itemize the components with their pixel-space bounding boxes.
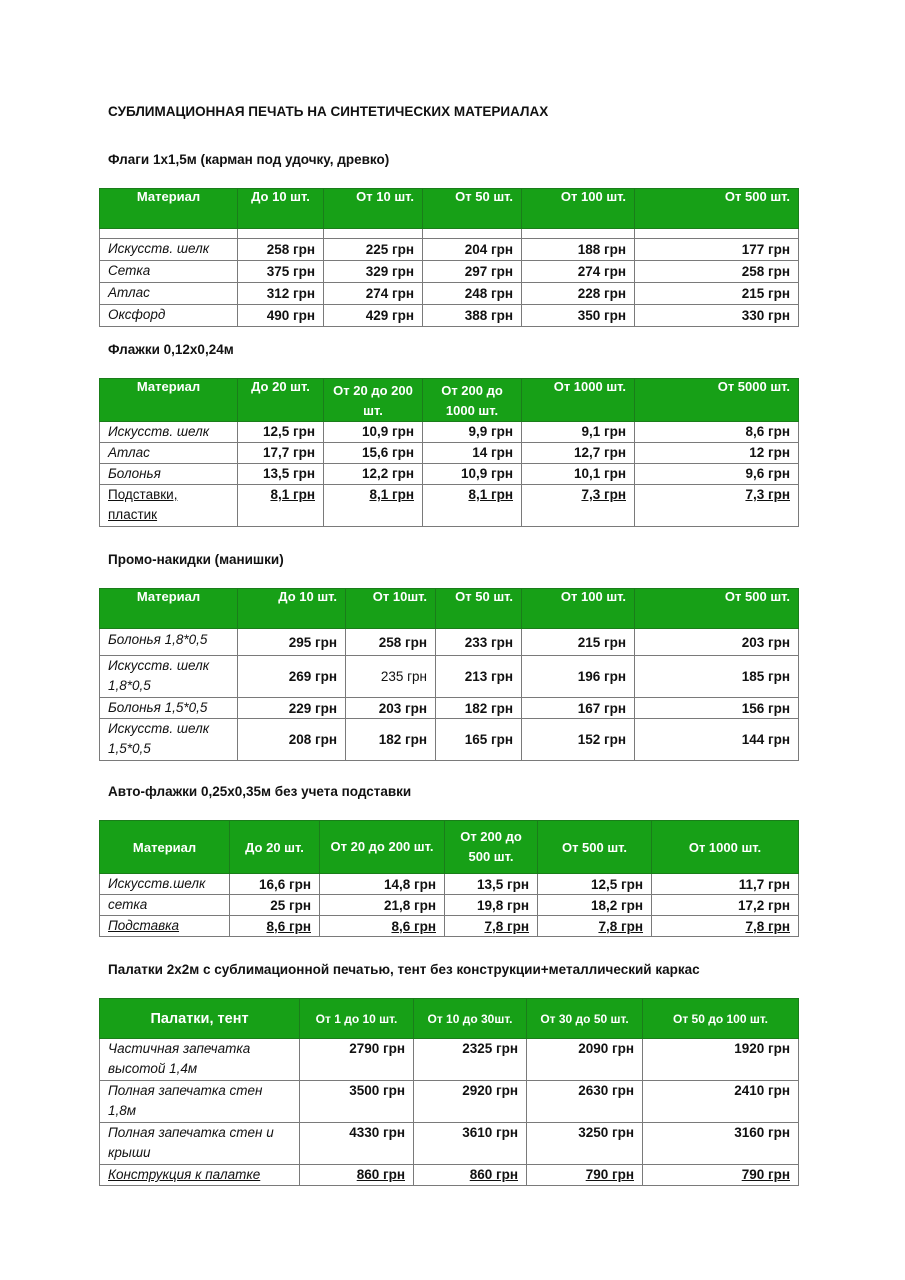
price-cell: 3160 грн <box>643 1123 799 1165</box>
price-cell: 2630 грн <box>527 1081 643 1123</box>
table-row <box>100 1123 799 1165</box>
price-cell: 490 грн <box>238 305 324 327</box>
material-cell: Искусств.шелк <box>100 874 230 895</box>
table-row <box>100 916 799 937</box>
table-row <box>100 698 799 719</box>
price-cell: 8,6 грн <box>635 422 799 443</box>
price-cell: 8,6 грн <box>320 916 445 937</box>
price-cell: 790 грн <box>527 1165 643 1186</box>
price-cell: 13,5 грн <box>238 464 324 485</box>
material-cell: сетка <box>100 895 230 916</box>
price-cell: 10,9 грн <box>423 464 522 485</box>
price-cell: 19,8 грн <box>445 895 538 916</box>
price-cell: 8,1 грн <box>238 485 324 527</box>
price-cell: 7,3 грн <box>635 485 799 527</box>
table-row <box>100 1039 799 1081</box>
price-cell: 2090 грн <box>527 1039 643 1081</box>
price-cell: 429 грн <box>324 305 423 327</box>
header-cell: От 30 до 50 шт. <box>527 999 643 1039</box>
header-cell: От 200 до 500 шт. <box>445 821 538 874</box>
price-cell: 21,8 грн <box>320 895 445 916</box>
header-cell: Материал <box>100 189 238 229</box>
header-cell: От 50 шт. <box>436 589 522 629</box>
header-cell: От 10шт. <box>346 589 436 629</box>
price-cell: 215 грн <box>522 629 635 656</box>
table-row <box>100 305 799 327</box>
header-cell: От 10 шт. <box>324 189 423 229</box>
header-cell: От 200 до 1000 шт. <box>423 379 522 422</box>
price-cell: 8,1 грн <box>324 485 423 527</box>
price-cell: 196 грн <box>522 656 635 698</box>
material-cell: Подставки, пластик <box>100 485 238 527</box>
price-cell: 8,6 грн <box>230 916 320 937</box>
price-cell: 228 грн <box>522 283 635 305</box>
price-cell: 229 грн <box>238 698 346 719</box>
material-cell: Частичная запечатка высотой 1,4м <box>100 1039 300 1081</box>
header-cell: От 5000 шт. <box>635 379 799 422</box>
price-cell: 9,6 грн <box>635 464 799 485</box>
price-cell: 350 грн <box>522 305 635 327</box>
material-cell: Атлас <box>100 443 238 464</box>
price-cell: 248 грн <box>423 283 522 305</box>
price-cell: 14 грн <box>423 443 522 464</box>
table-header-row <box>100 189 799 229</box>
price-cell: 203 грн <box>635 629 799 656</box>
table-header-row <box>100 999 799 1039</box>
price-cell: 295 грн <box>238 629 346 656</box>
price-cell: 330 грн <box>635 305 799 327</box>
price-cell: 208 грн <box>238 719 346 761</box>
price-cell: 17,7 грн <box>238 443 324 464</box>
material-cell: Конструкция к палатке <box>100 1165 300 1186</box>
price-cell: 182 грн <box>346 719 436 761</box>
header-cell: Материал <box>100 589 238 629</box>
flags-price-table <box>99 188 799 327</box>
section-title-tents: Палатки 2х2м с сублимационной печатью, тент без конструкции+металлический каркас <box>108 962 700 977</box>
price-cell: 860 грн <box>300 1165 414 1186</box>
table-row <box>100 422 799 443</box>
price-cell: 2325 грн <box>414 1039 527 1081</box>
table-row <box>100 283 799 305</box>
header-cell: От 100 шт. <box>522 189 635 229</box>
price-cell: 10,1 грн <box>522 464 635 485</box>
header-cell: От 20 до 200 шт. <box>324 379 423 422</box>
table-row <box>100 719 799 761</box>
spacer-row <box>100 229 799 239</box>
price-cell: 2790 грн <box>300 1039 414 1081</box>
price-cell: 213 грн <box>436 656 522 698</box>
price-cell: 274 грн <box>522 261 635 283</box>
price-cell: 16,6 грн <box>230 874 320 895</box>
price-cell: 3500 грн <box>300 1081 414 1123</box>
price-cell: 14,8 грн <box>320 874 445 895</box>
price-cell: 1920 грн <box>643 1039 799 1081</box>
price-cell: 312 грн <box>238 283 324 305</box>
price-cell: 4330 грн <box>300 1123 414 1165</box>
material-cell: Полная запечатка стен и крыши <box>100 1123 300 1165</box>
price-cell: 177 грн <box>635 239 799 261</box>
price-cell: 203 грн <box>346 698 436 719</box>
price-cell: 165 грн <box>436 719 522 761</box>
material-cell: Искусств. шелк 1,8*0,5 <box>100 656 238 698</box>
price-cell: 144 грн <box>635 719 799 761</box>
section-title-car-flags: Авто-флажки 0,25х0,35м без учета подставки <box>108 784 412 799</box>
price-cell: 258 грн <box>635 261 799 283</box>
header-cell: До 10 шт. <box>238 189 324 229</box>
material-cell: Атлас <box>100 283 238 305</box>
price-cell: 12 грн <box>635 443 799 464</box>
price-cell: 269 грн <box>238 656 346 698</box>
price-cell: 233 грн <box>436 629 522 656</box>
table-row <box>100 874 799 895</box>
capes-price-table <box>99 588 799 761</box>
material-cell: Болонья 1,5*0,5 <box>100 698 238 719</box>
price-cell: 235 грн <box>346 656 436 698</box>
header-cell: От 1000 шт. <box>522 379 635 422</box>
table-row <box>100 261 799 283</box>
header-cell: До 20 шт. <box>238 379 324 422</box>
section-title-capes: Промо-накидки (манишки) <box>108 552 284 567</box>
price-cell: 152 грн <box>522 719 635 761</box>
price-cell: 204 грн <box>423 239 522 261</box>
header-cell: Материал <box>100 821 230 874</box>
price-cell: 3250 грн <box>527 1123 643 1165</box>
price-cell: 9,9 грн <box>423 422 522 443</box>
section-title-flags: Флаги 1х1,5м (карман под удочку, древко) <box>108 152 390 167</box>
table-row <box>100 629 799 656</box>
header-cell: От 500 шт. <box>635 189 799 229</box>
header-cell: От 20 до 200 шт. <box>320 821 445 874</box>
document-title: СУБЛИМАЦИОННАЯ ПЕЧАТЬ НА СИНТЕТИЧЕСКИХ МАТЕРИАЛАХ <box>108 104 549 119</box>
header-cell: Материал <box>100 379 238 422</box>
material-cell: Искусств. шелк 1,5*0,5 <box>100 719 238 761</box>
price-cell: 185 грн <box>635 656 799 698</box>
price-cell: 274 грн <box>324 283 423 305</box>
price-cell: 790 грн <box>643 1165 799 1186</box>
table-header-row <box>100 589 799 629</box>
price-cell: 11,7 грн <box>652 874 799 895</box>
table-row <box>100 895 799 916</box>
price-cell: 329 грн <box>324 261 423 283</box>
price-cell: 2410 грн <box>643 1081 799 1123</box>
price-cell: 225 грн <box>324 239 423 261</box>
material-cell: Сетка <box>100 261 238 283</box>
material-cell: Оксфорд <box>100 305 238 327</box>
small-flags-price-table <box>99 378 799 527</box>
price-cell: 8,1 грн <box>423 485 522 527</box>
price-cell: 7,8 грн <box>445 916 538 937</box>
header-cell: От 10 до 30шт. <box>414 999 527 1039</box>
table-row <box>100 1081 799 1123</box>
table-header-row <box>100 379 799 422</box>
header-cell: От 500 шт. <box>538 821 652 874</box>
table-row <box>100 1165 799 1186</box>
price-cell: 18,2 грн <box>538 895 652 916</box>
price-cell: 182 грн <box>436 698 522 719</box>
material-cell: Болонья 1,8*0,5 <box>100 629 238 656</box>
price-cell: 388 грн <box>423 305 522 327</box>
header-cell: От 1000 шт. <box>652 821 799 874</box>
tents-price-table <box>99 998 799 1186</box>
header-cell: До 10 шт. <box>238 589 346 629</box>
material-cell: Полная запечатка стен 1,8м <box>100 1081 300 1123</box>
price-cell: 12,2 грн <box>324 464 423 485</box>
material-cell: Искусств. шелк <box>100 239 238 261</box>
price-cell: 10,9 грн <box>324 422 423 443</box>
table-header-row <box>100 821 799 874</box>
price-cell: 297 грн <box>423 261 522 283</box>
price-cell: 258 грн <box>346 629 436 656</box>
price-cell: 12,5 грн <box>238 422 324 443</box>
table-row <box>100 443 799 464</box>
price-cell: 12,7 грн <box>522 443 635 464</box>
material-cell: Искусств. шелк <box>100 422 238 443</box>
price-cell: 7,8 грн <box>652 916 799 937</box>
material-cell: Подставка <box>100 916 230 937</box>
header-cell: От 50 до 100 шт. <box>643 999 799 1039</box>
price-cell: 156 грн <box>635 698 799 719</box>
price-cell: 2920 грн <box>414 1081 527 1123</box>
price-cell: 375 грн <box>238 261 324 283</box>
header-cell: До 20 шт. <box>230 821 320 874</box>
price-cell: 167 грн <box>522 698 635 719</box>
price-cell: 7,3 грн <box>522 485 635 527</box>
table-row <box>100 239 799 261</box>
price-cell: 13,5 грн <box>445 874 538 895</box>
header-cell: Палатки, тент <box>100 999 300 1039</box>
header-cell: От 100 шт. <box>522 589 635 629</box>
table-row <box>100 485 799 527</box>
header-cell: От 500 шт. <box>635 589 799 629</box>
price-cell: 3610 грн <box>414 1123 527 1165</box>
price-cell: 12,5 грн <box>538 874 652 895</box>
section-title-small-flags: Флажки 0,12х0,24м <box>108 342 234 357</box>
price-cell: 215 грн <box>635 283 799 305</box>
price-cell: 258 грн <box>238 239 324 261</box>
price-cell: 25 грн <box>230 895 320 916</box>
price-cell: 9,1 грн <box>522 422 635 443</box>
table-row <box>100 656 799 698</box>
price-cell: 7,8 грн <box>538 916 652 937</box>
header-cell: От 50 шт. <box>423 189 522 229</box>
price-cell: 15,6 грн <box>324 443 423 464</box>
material-cell: Болонья <box>100 464 238 485</box>
price-cell: 860 грн <box>414 1165 527 1186</box>
table-row <box>100 464 799 485</box>
header-cell: От 1 до 10 шт. <box>300 999 414 1039</box>
price-cell: 17,2 грн <box>652 895 799 916</box>
price-cell: 188 грн <box>522 239 635 261</box>
car-flags-price-table <box>99 820 799 937</box>
